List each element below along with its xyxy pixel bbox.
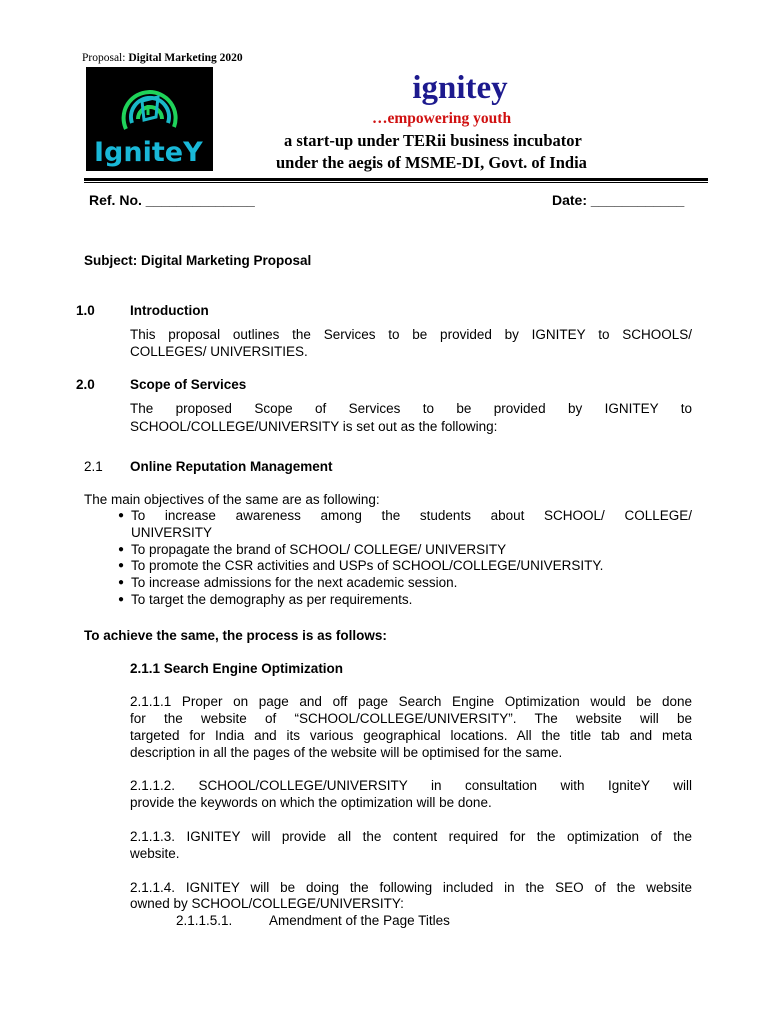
objectives-intro: The main objectives of the same are as following:	[84, 492, 380, 507]
proposal-prefix: Proposal:	[82, 52, 129, 64]
logo-text: IgniteY	[94, 137, 203, 168]
para-1-line-1: 2.1.1.1 Proper on page and off page Search Engine Optimization would be done	[130, 694, 692, 709]
scope-line-2: SCHOOL/COLLEGE/UNIVERSITY is set out as the following:	[130, 419, 498, 434]
bullet-icon: ●	[118, 593, 125, 605]
proposal-title: Digital Marketing 2020	[128, 52, 243, 64]
para-1-line-4: description in all the pages of the website will be optimised for the same.	[130, 745, 563, 760]
section-2-1-title: Online Reputation Management	[130, 459, 333, 474]
intro-line-2: COLLEGES/ UNIVERSITIES.	[130, 344, 308, 359]
para-2-line-2: provide the keywords on which the optimization will be done.	[130, 795, 492, 810]
para-4-line-2: owned by SCHOOL/COLLEGE/UNIVERSITY:	[130, 896, 404, 911]
scope-line-1: The proposed Scope of Services to be provided by IGNITEY to	[130, 401, 692, 416]
section-1-title: Introduction	[130, 303, 209, 318]
intro-line-1: This proposal outlines the Services to be provided by IGNITEY to SCHOOLS/	[130, 327, 692, 342]
list-item: ● To increase admissions for the next academic session.	[118, 575, 458, 591]
section-2-1-1-title: 2.1.1 Search Engine Optimization	[130, 661, 344, 676]
para-1-line-3: targeted for India and its various geographical locations. All the title tab and meta	[130, 728, 692, 743]
bullet-icon: ●	[118, 510, 125, 521]
objectives-list	[118, 508, 692, 609]
subtitle-incubator: a start-up under TERii business incubator	[284, 131, 582, 150]
para-3-line-1: 2.1.1.3. IGNITEY will provide all the content required for the optimization of the	[130, 829, 692, 844]
ref-number: Ref. No. ______________	[89, 192, 255, 208]
list-item: ● To target the demography as per requirements.	[118, 591, 413, 607]
process-heading: To achieve the same, the process is as follows:	[84, 628, 387, 643]
subtitle-msme: under the aegis of MSME-DI, Govt. of India	[276, 153, 587, 172]
para-4-line-1: 2.1.1.4. IGNITEY will be doing the following included in the SEO of the website	[130, 880, 692, 895]
brand-title: ignitey	[412, 70, 508, 106]
sub-item-number: 2.1.1.5.1.	[176, 913, 233, 928]
date-field: Date: ____________	[552, 192, 685, 208]
header-divider	[84, 178, 708, 181]
bullet-icon: ●	[118, 543, 125, 555]
section-1-number: 1.0	[76, 303, 95, 318]
list-item: ● To promote the CSR activities and USPs of SCHOOL/COLLEGE/UNIVERSITY.	[118, 558, 604, 574]
sub-item-text: Amendment of the Page Titles	[269, 913, 450, 928]
section-2-1-number: 2.1	[84, 459, 103, 474]
section-2-title: Scope of Services	[130, 377, 247, 392]
bullet-icon: ●	[118, 560, 125, 572]
proposal-header	[82, 52, 243, 64]
bullet-icon: ●	[118, 577, 125, 589]
list-item: ● To increase awareness among the students about SCHOOL/ COLLEGE/	[118, 508, 692, 523]
subject-line: Subject: Digital Marketing Proposal	[84, 253, 312, 268]
para-1-line-2: for the website of “SCHOOL/COLLEGE/UNIVERSITY”. The website will be	[130, 711, 692, 726]
para-2-line-1: 2.1.1.2. SCHOOL/COLLEGE/UNIVERSITY in consultation with IgniteY will	[130, 778, 692, 793]
para-3-line-2: website.	[130, 846, 180, 861]
section-2-number: 2.0	[76, 377, 95, 392]
tagline: …empowering youth	[372, 110, 512, 127]
header-divider-thin	[84, 182, 708, 183]
list-item: UNIVERSITY	[131, 524, 213, 540]
list-item: ● To propagate the brand of SCHOOL/ COLLEGE/ UNIVERSITY	[118, 541, 507, 557]
